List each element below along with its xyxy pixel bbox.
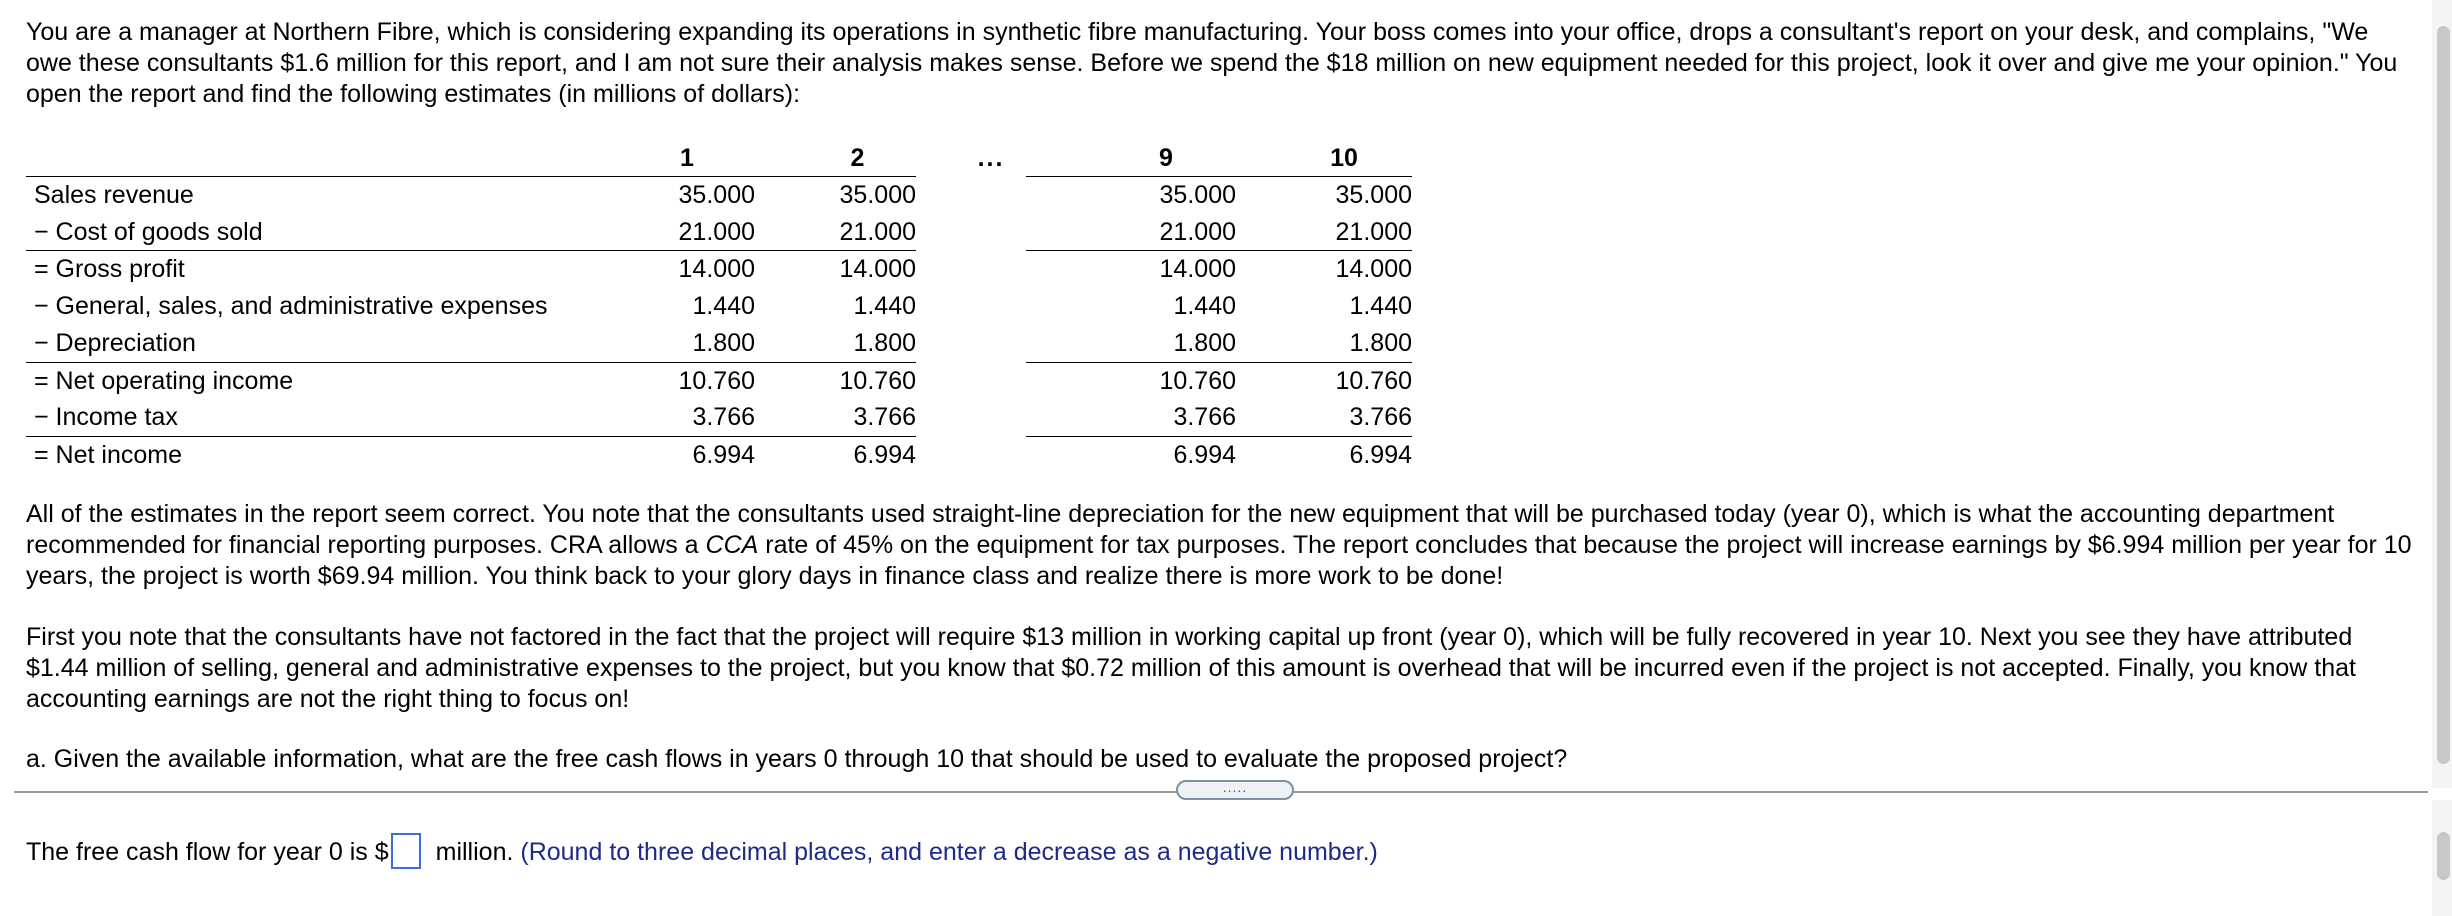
table-row [26, 436, 1412, 473]
rounding-hint: (Round to three decimal places, and enter a decrease as a negative number.) [520, 838, 1378, 866]
cell-value: 1.800 [755, 325, 916, 362]
table-row [26, 214, 1412, 251]
cell-value: 6.994 [1349, 440, 1412, 469]
answer-prefix: The free cash flow for year 0 is $ [26, 838, 389, 866]
cell-value: 35.000 [755, 177, 916, 214]
table-header-blank [26, 140, 589, 177]
cell-value: 6.994 [1173, 440, 1236, 469]
cell-value: 3.766 [1026, 399, 1236, 436]
row-label: − Cost of goods sold [26, 214, 589, 251]
cell-value: 14.000 [678, 255, 755, 284]
header-year-2: 2 [850, 144, 865, 172]
row-label: − Income tax [26, 399, 589, 436]
cca-paragraph [26, 499, 2416, 592]
table-row [26, 177, 1412, 214]
question-a: a. Given the available information, what are the free cash flows in years 0 through 10 that should be used to evaluate the proposed project? [26, 745, 1568, 773]
top-scrollbar-thumb[interactable] [2437, 26, 2450, 764]
cell-value: 3.766 [589, 399, 755, 436]
row-label: = Gross profit [34, 255, 185, 284]
cell-gap [916, 399, 1026, 436]
table-row [26, 399, 1412, 436]
cell-gap [916, 288, 1026, 325]
cell-value: 1.440 [1173, 292, 1236, 321]
header-ellipsis: ... [977, 144, 1005, 173]
cell-value: 21.000 [1236, 214, 1412, 251]
cell-value: 1.440 [692, 292, 755, 321]
cell-value: 3.766 [755, 399, 916, 436]
row-label: Sales revenue [26, 177, 589, 214]
cell-value: 21.000 [1026, 214, 1236, 251]
intro-paragraph: You are a manager at Northern Fibre, which is considering expanding its operations in synthetic fibre manufacturing. Your boss comes into your office, drops a consultant's report on your desk, and complains, "We owe these consultants $1.6 million for this report, and I am not sure their analysis makes sense. Before we spend the $18 million on new equipment needed for this project, look it over and give me your opinion." You open the report and find the following estimates (in millions of dollars): [26, 18, 2398, 108]
fcf-year0-input[interactable] [391, 833, 421, 869]
cell-value: 1.440 [853, 292, 916, 321]
cell-value: 10.760 [678, 366, 755, 395]
income-statement-table [26, 140, 1412, 474]
cca-paragraph-end: rate of 45% on the equipment for tax purposes. The report concludes that because the project will increase earnings by $6.994 million per year for 10 years, the project is worth $69.94 million. You think back to your glory days in finance class and realize there is more work to be done! [26, 531, 2412, 590]
header-year-1: 1 [680, 144, 694, 172]
table-row [26, 325, 1412, 362]
cell-value: 6.994 [853, 440, 916, 469]
table-header-row [26, 140, 1412, 177]
table-row [26, 251, 1412, 288]
table-row [26, 362, 1412, 399]
row-label: − Depreciation [26, 325, 589, 362]
cell-gap [916, 214, 1026, 251]
cell-value: 6.994 [692, 440, 755, 469]
cell-value: 35.000 [1026, 177, 1236, 214]
cell-gap [916, 177, 1026, 214]
cell-value: 1.440 [1349, 292, 1412, 321]
cell-value: 1.800 [589, 325, 755, 362]
cell-value: 10.760 [1335, 366, 1412, 395]
cell-value: 35.000 [1236, 177, 1412, 214]
pane-resize-handle[interactable]: ..... [1176, 780, 1294, 800]
row-label: = Net income [34, 440, 182, 469]
cell-value: 14.000 [1159, 255, 1236, 284]
cell-gap [916, 325, 1026, 362]
table-row [26, 288, 1412, 325]
cell-gap [916, 362, 1026, 399]
cell-gap [916, 251, 1026, 288]
cca-paragraph-start: All of the estimates in the report seem correct. You note that the consultants used straight-line depreciation for the new equipment that will be purchased today (year 0), which is what the accounting department recommended for financial reporting purposes. CRA allows a [26, 500, 2335, 559]
cell-value: 14.000 [1335, 255, 1412, 284]
cell-value: 14.000 [839, 255, 916, 284]
cell-value: 10.760 [1159, 366, 1236, 395]
row-label: − General, sales, and administrative expenses [34, 292, 548, 321]
cell-value: 1.800 [1236, 325, 1412, 362]
header-year-10: 10 [1330, 144, 1358, 172]
cell-value: 10.760 [839, 366, 916, 395]
cell-value: 3.766 [1236, 399, 1412, 436]
bottom-scrollbar-thumb[interactable] [2437, 832, 2450, 880]
header-year-9: 9 [1159, 144, 1173, 172]
cell-value: 21.000 [589, 214, 755, 251]
cca-term: CCA [705, 531, 759, 559]
answer-line [26, 834, 1378, 871]
working-capital-paragraph: First you note that the consultants have not factored in the fact that the project will require $13 million in working capital up front (year 0), which will be fully recovered in year 10. Next you see they have attributed $1.44 million of selling, general and administrative expenses to the project, but you know that $0.72 million of this amount is overhead that will be incurred even if the project is not accepted. Finally, you know that accounting earnings are not the right thing to focus on! [26, 623, 2357, 713]
cell-value: 21.000 [755, 214, 916, 251]
cell-value: 35.000 [589, 177, 755, 214]
row-label: = Net operating income [34, 366, 294, 395]
answer-suffix: million. [428, 838, 514, 866]
cell-value: 1.800 [1026, 325, 1236, 362]
cell-gap [916, 436, 1026, 473]
